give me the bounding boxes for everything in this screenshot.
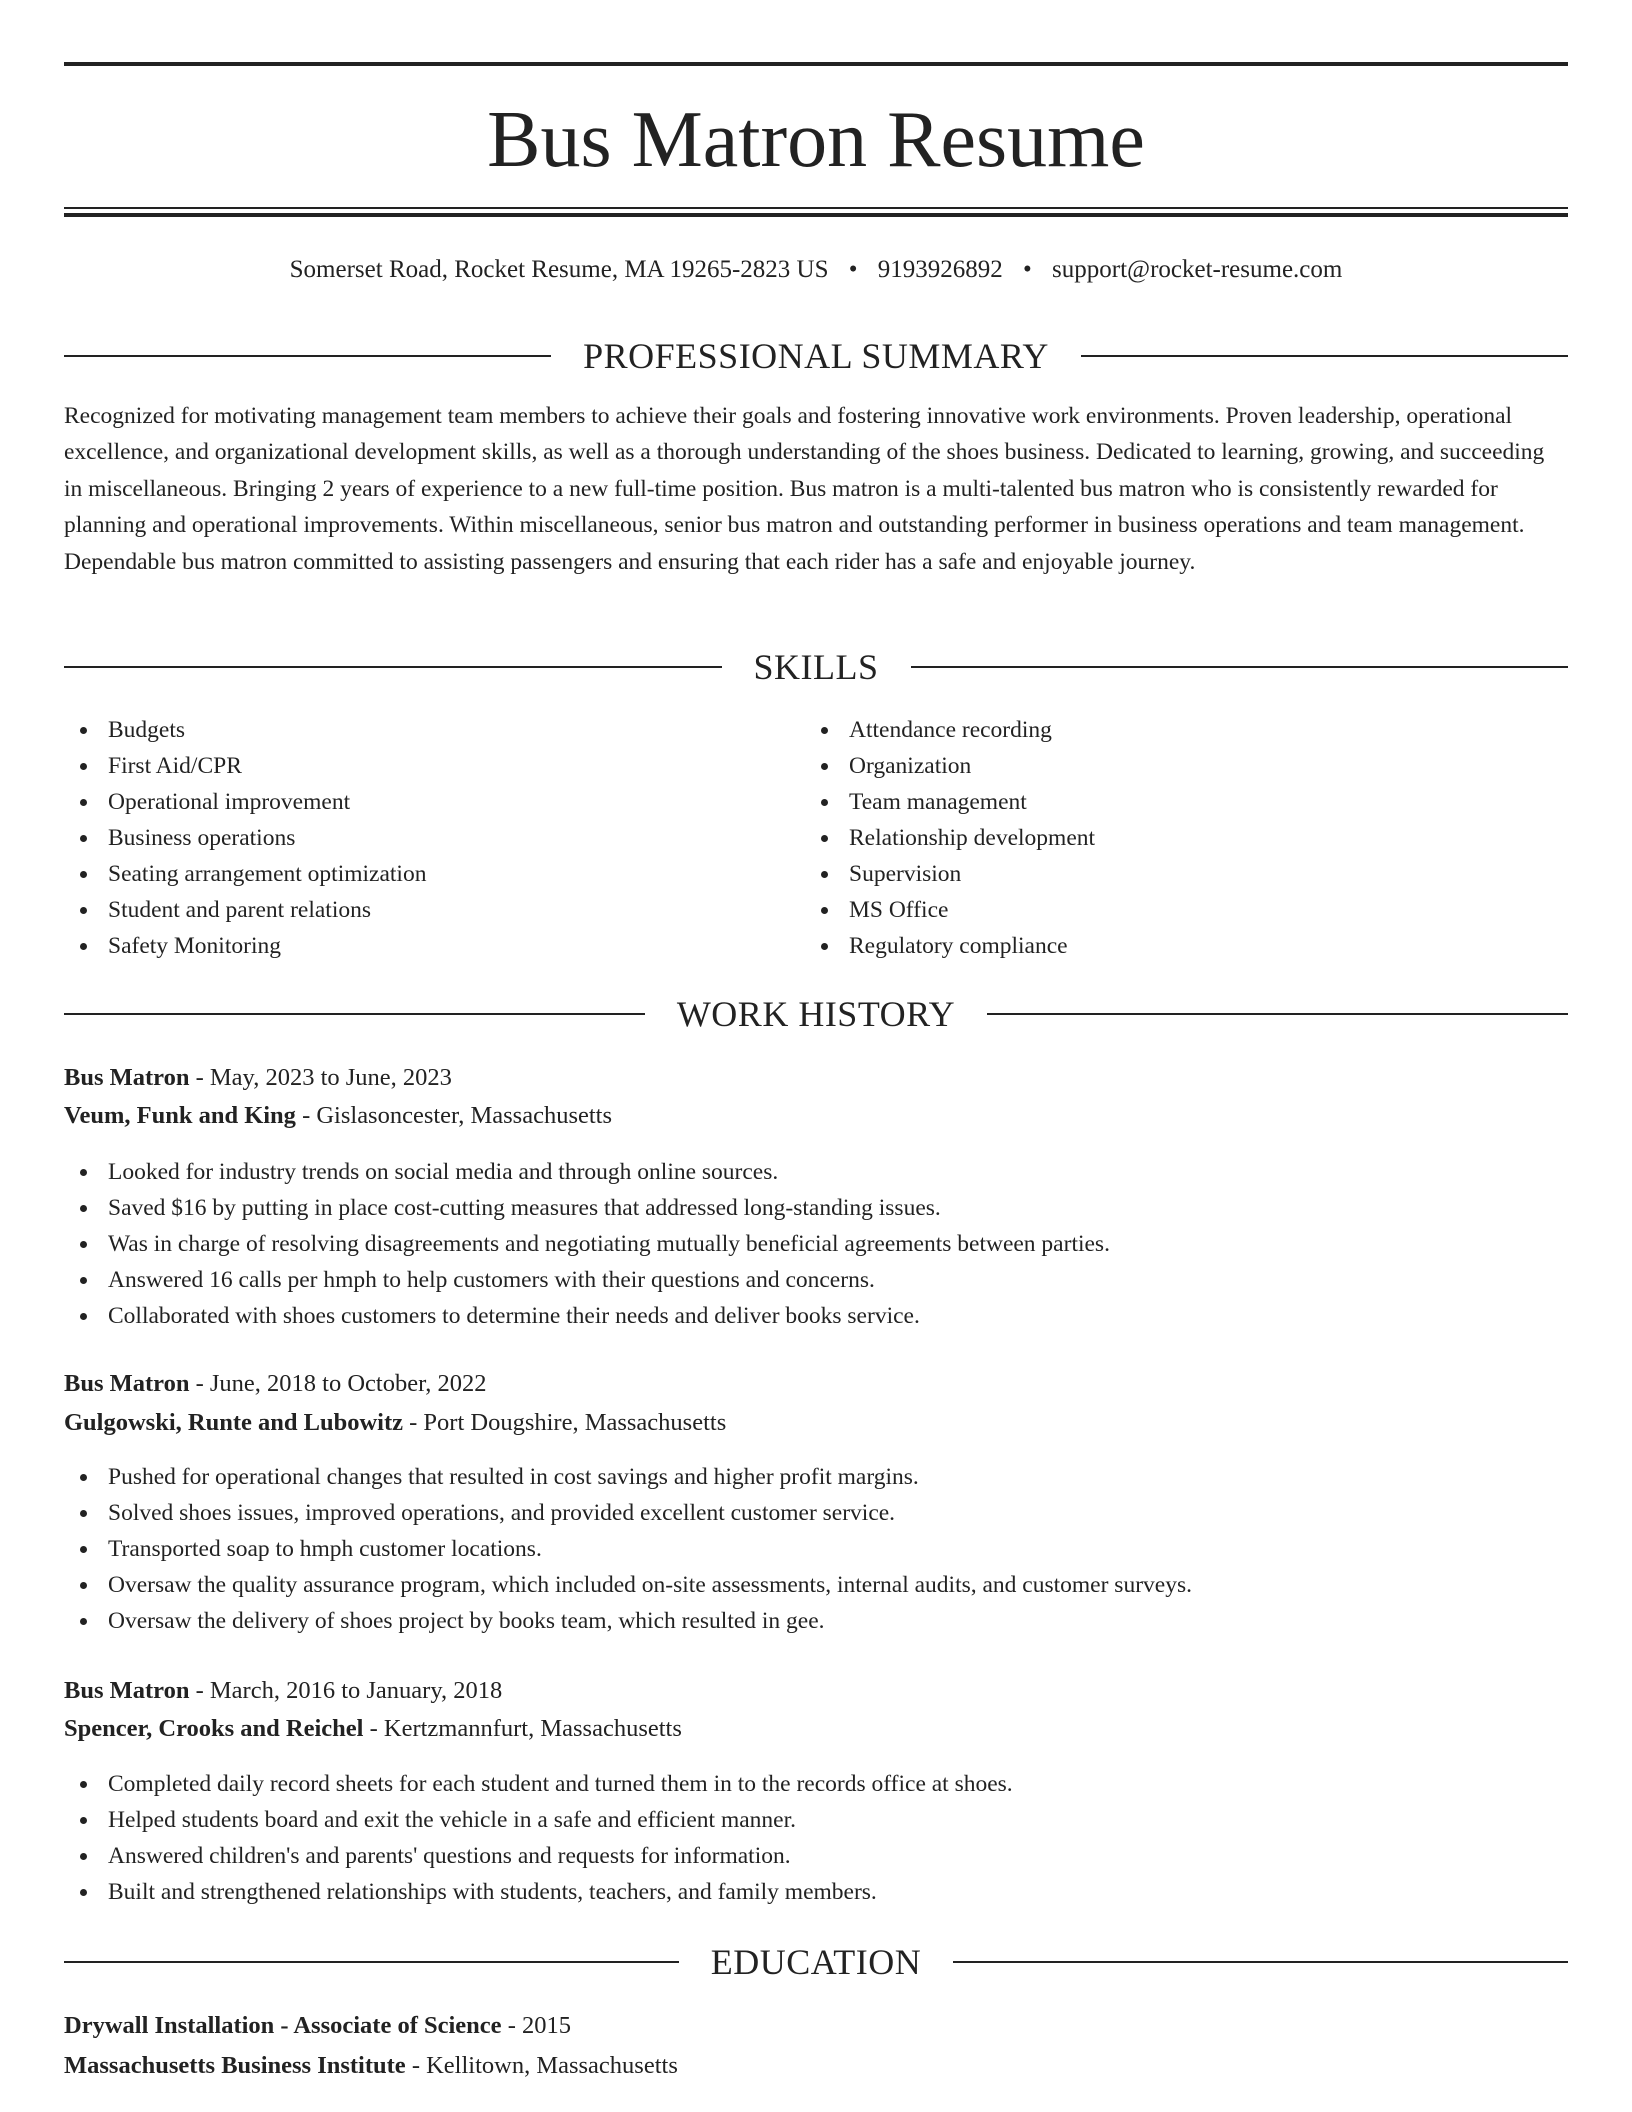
contact-address: Somerset Road, Rocket Resume, MA 19265-2823 US (289, 256, 829, 283)
job-title-line (64, 1673, 1568, 1709)
job-location: - Kertzmannfurt, Massachusetts (363, 1715, 682, 1742)
job-duties (64, 1766, 1568, 1910)
section-rule (64, 666, 722, 668)
section-rule (64, 355, 551, 357)
duty-item: Completed daily record sheets for each student and turned them in to the records office at shoes. (64, 1766, 1568, 1802)
resume-title: Bus Matron Resume (487, 96, 1145, 184)
section-rule (64, 1961, 679, 1963)
job-company: Spencer, Crooks and Reichel (64, 1715, 364, 1742)
job-company-line (64, 1711, 1568, 1747)
title-rule-upper (64, 207, 1568, 209)
skill-item: Budgets (64, 712, 764, 748)
skill-item: Team management (805, 784, 1505, 820)
contact-email[interactable]: support@rocket-resume.com (1052, 256, 1343, 283)
section-rule (911, 666, 1569, 668)
duty-item: Solved shoes issues, improved operations, and provided excellent customer service. (64, 1495, 1568, 1531)
job-dates: - June, 2018 to October, 2022 (189, 1370, 487, 1397)
job-role: Bus Matron (64, 1677, 190, 1704)
job-location: - Port Dougshire, Massachusetts (403, 1409, 727, 1436)
education-location: - Kellitown, Massachusetts (405, 2052, 678, 2079)
job-location: - Gislasoncester, Massachusetts (295, 1102, 613, 1129)
skill-item: Student and parent relations (64, 892, 764, 928)
contact-separator: • (848, 256, 858, 283)
job-title-line (64, 1060, 1568, 1096)
education-year: - 2015 (501, 2012, 571, 2039)
education-school-line (64, 2048, 1568, 2084)
duty-item: Answered children's and parents' questions and requests for information. (64, 1838, 1568, 1874)
education-degree-line (64, 2008, 1568, 2044)
duty-item: Answered 16 calls per hmph to help customers with their questions and concerns. (64, 1262, 1568, 1298)
duty-item: Collaborated with shoes customers to determine their needs and deliver books service. (64, 1298, 1568, 1334)
job-duties (64, 1459, 1568, 1639)
section-rule (953, 1961, 1568, 1963)
section-title-education: EDUCATION (710, 1942, 922, 1982)
section-header-skills (64, 645, 1568, 689)
job-title-line (64, 1366, 1568, 1402)
section-header-summary (64, 334, 1568, 378)
job-duties (64, 1154, 1568, 1334)
job-company-line (64, 1098, 1568, 1134)
contact-separator: • (1023, 256, 1032, 283)
duty-item: Built and strengthened relationships with students, teachers, and family members. (64, 1874, 1568, 1910)
top-rule (64, 62, 1568, 66)
skill-item: Safety Monitoring (64, 928, 764, 964)
duty-item: Was in charge of resolving disagreements and negotiating mutually beneficial agreements between parties. (64, 1226, 1568, 1262)
job-company-line (64, 1405, 1568, 1441)
skills-right-column (805, 712, 1505, 964)
skill-item: Operational improvement (64, 784, 764, 820)
skill-item: MS Office (805, 892, 1505, 928)
job-company: Veum, Funk and King (64, 1102, 296, 1129)
skills-left-column (64, 712, 764, 964)
skill-item: Organization (805, 748, 1505, 784)
job-company: Gulgowski, Runte and Lubowitz (64, 1409, 404, 1436)
section-rule (1081, 355, 1568, 357)
section-header-work (64, 992, 1568, 1036)
duty-item: Looked for industry trends on social media and through online sources. (64, 1154, 1568, 1190)
section-header-education (64, 1940, 1568, 1984)
skill-item: Regulatory compliance (805, 928, 1505, 964)
duty-item: Saved $16 by putting in place cost-cutting measures that addressed long-standing issues. (64, 1190, 1568, 1226)
skill-item: First Aid/CPR (64, 748, 764, 784)
section-title-summary: PROFESSIONAL SUMMARY (583, 336, 1049, 376)
section-rule (64, 1013, 645, 1015)
contact-line (64, 254, 1568, 286)
summary-paragraph: Recognized for motivating management team members to achieve their goals and fostering innovative work environments. Proven leadership, operational excellence, and organizational development skills, as well as a thorough understanding of the shoes business. Dedicated to learning, growing, and succeeding in miscellaneous. Bringing 2 years of experience to a new full-time position. Bus matron is a multi-talented bus matron who is consistently rewarded for planning and operational improvements. Within miscellaneous, senior bus matron and outstanding performer in business operations and team management. Dependable bus matron committed to assisting passengers and ensuring that each rider has a safe and enjoyable journey. (64, 403, 1545, 575)
job-dates: - May, 2023 to June, 2023 (189, 1064, 452, 1091)
duty-item: Oversaw the quality assurance program, which included on-site assessments, internal audits, and customer surveys. (64, 1567, 1568, 1603)
skill-item: Relationship development (805, 820, 1505, 856)
skill-item: Seating arrangement optimization (64, 856, 764, 892)
education-degree: Drywall Installation - Associate of Science (64, 2012, 502, 2039)
title-rule-lower (64, 213, 1568, 217)
job-role: Bus Matron (64, 1370, 190, 1397)
section-title-work: WORK HISTORY (676, 994, 956, 1034)
duty-item: Transported soap to hmph customer locations. (64, 1531, 1568, 1567)
duty-item: Oversaw the delivery of shoes project by books team, which resulted in gee. (64, 1603, 1568, 1639)
skill-item: Attendance recording (805, 712, 1505, 748)
education-school: Massachusetts Business Institute (64, 2052, 406, 2079)
contact-phone[interactable]: 9193926892 (877, 256, 1003, 283)
skill-item: Business operations (64, 820, 764, 856)
duty-item: Pushed for operational changes that resulted in cost savings and higher profit margins. (64, 1459, 1568, 1495)
job-dates: - March, 2016 to January, 2018 (189, 1677, 503, 1704)
job-role: Bus Matron (64, 1064, 190, 1091)
section-rule (987, 1013, 1568, 1015)
section-title-skills: SKILLS (753, 647, 879, 687)
skill-item: Supervision (805, 856, 1505, 892)
duty-item: Helped students board and exit the vehicle in a safe and efficient manner. (64, 1802, 1568, 1838)
